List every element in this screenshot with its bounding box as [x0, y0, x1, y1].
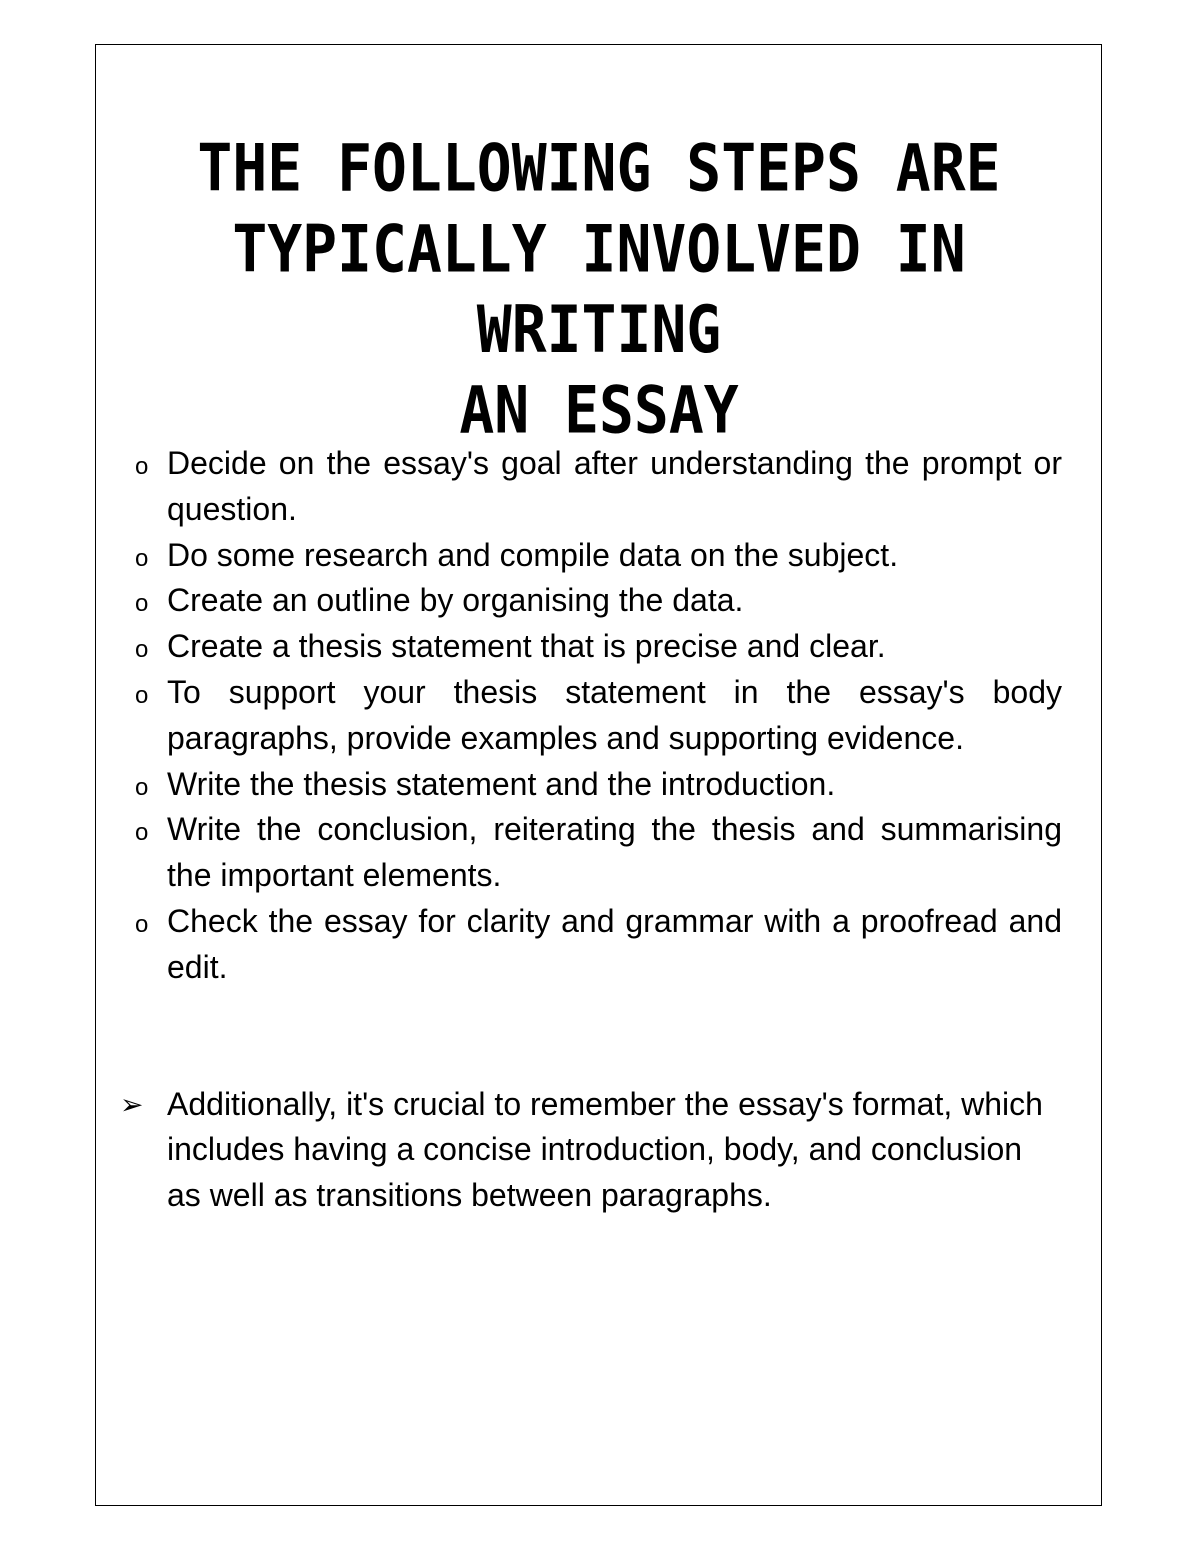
- list-item: [132, 578, 1062, 624]
- step-text: Check the essay for clarity and grammar with a proofread and edit.: [167, 902, 1062, 985]
- circle-bullet-icon: o: [135, 910, 149, 938]
- step-text: Decide on the essay's goal after understanding the prompt or question.: [167, 445, 1062, 527]
- list-item: [132, 807, 1062, 899]
- circle-bullet-icon: o: [135, 544, 149, 572]
- title-line-1: THE FOLLOWING STEPS ARE: [197, 130, 1001, 207]
- arrow-bullet-icon: ➢: [120, 1089, 144, 1120]
- list-item: [132, 624, 1062, 670]
- list-item: [132, 533, 1062, 579]
- steps-list: [132, 441, 1062, 991]
- title-line-3: AN ESSAY: [459, 372, 739, 449]
- circle-bullet-icon: o: [135, 681, 149, 709]
- circle-bullet-icon: o: [135, 819, 149, 847]
- list-item: [132, 762, 1062, 808]
- step-text: To support your thesis statement in the essay's body paragraphs, provide examples and supporting evidence.: [167, 673, 1062, 756]
- step-text: Create an outline by organising the data.: [167, 582, 744, 619]
- note-text: Additionally, it's crucial to remember the essay's format, which includes having a concise introduction, body, and conclusion as well as transitions between paragraphs.: [167, 1086, 1043, 1213]
- step-text: Do some research and compile data on the subject.: [167, 536, 899, 573]
- step-text: Write the conclusion, reiterating the thesis and summarising the important elements.: [167, 811, 1062, 894]
- circle-bullet-icon: o: [135, 453, 149, 480]
- list-item: [132, 670, 1062, 762]
- circle-bullet-icon: o: [135, 590, 149, 618]
- circle-bullet-icon: o: [135, 773, 149, 801]
- document-title: [96, 128, 1102, 451]
- step-text: Write the thesis statement and the introduction.: [167, 765, 836, 802]
- list-item: [132, 441, 1062, 533]
- list-item: [132, 899, 1062, 991]
- title-line-2: TYPICALLY INVOLVED IN WRITING: [232, 210, 966, 368]
- format-note: [120, 1082, 1062, 1218]
- circle-bullet-icon: o: [135, 636, 149, 664]
- step-text: Create a thesis statement that is precise and clear.: [167, 628, 886, 665]
